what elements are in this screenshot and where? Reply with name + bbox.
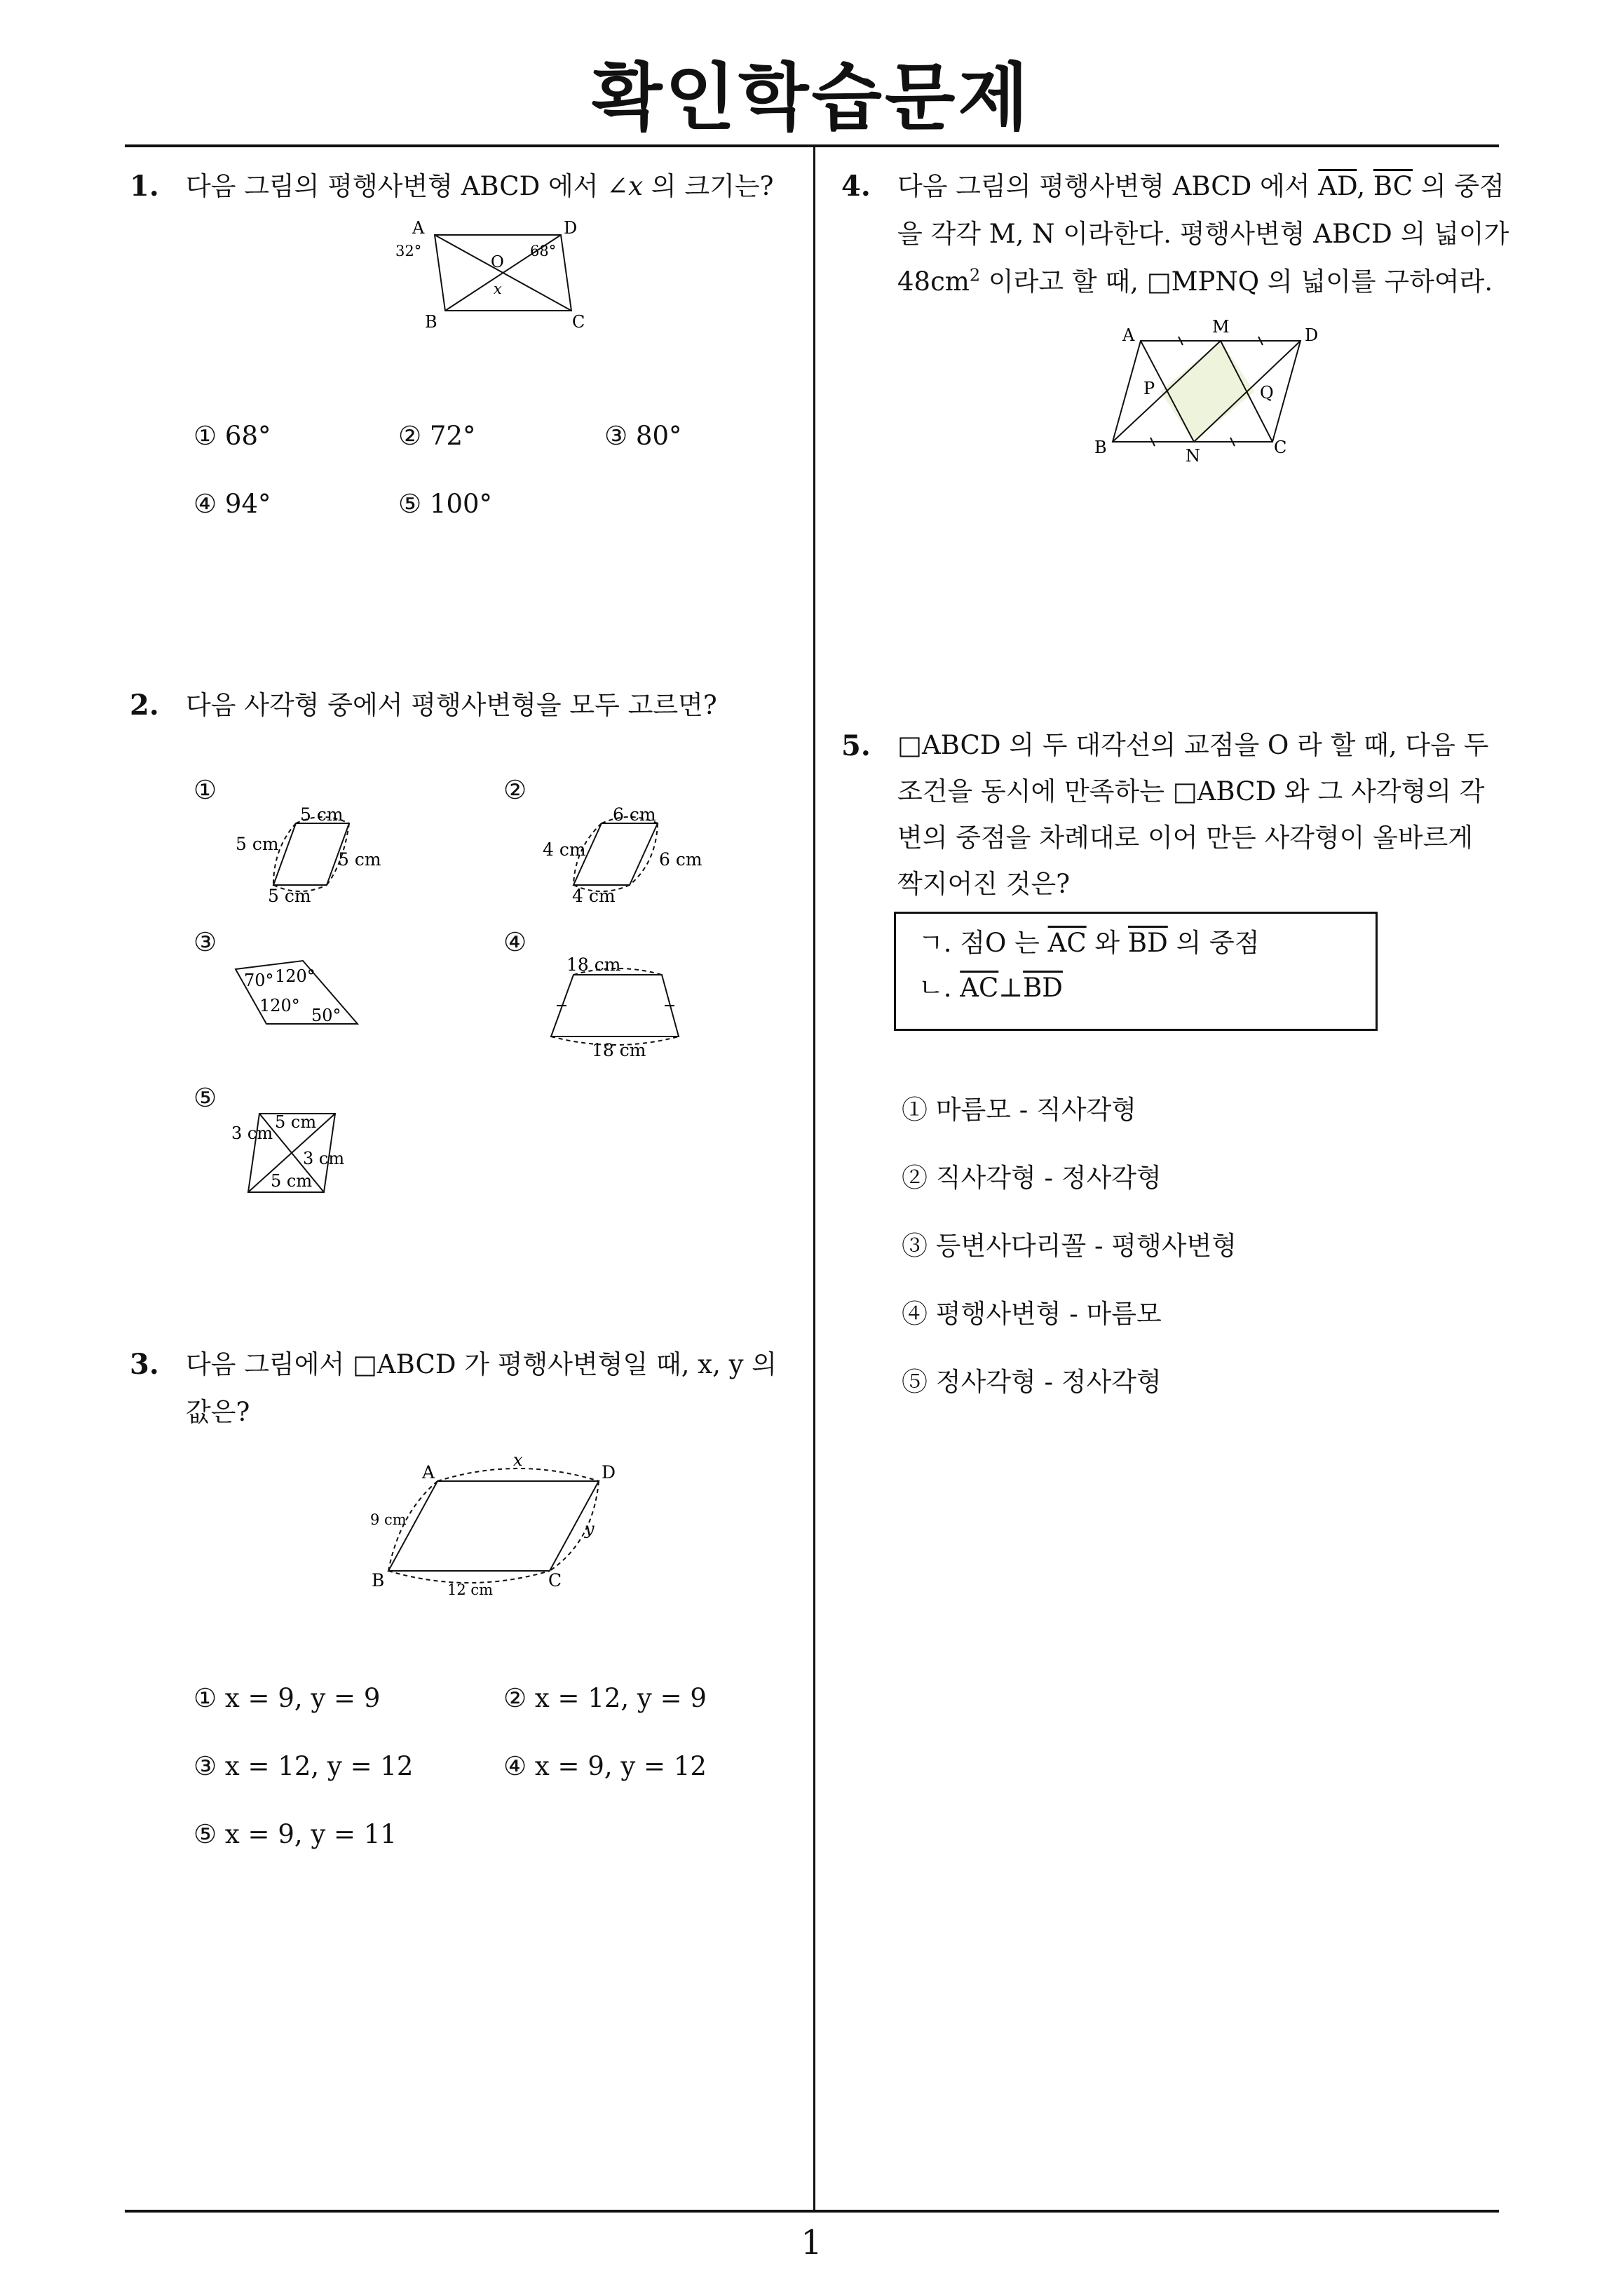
q3-parallelogram-figure xyxy=(365,1450,631,1612)
side-top-label: 5 cm xyxy=(300,804,344,825)
vertex-d-label: D xyxy=(564,218,578,238)
q2-figure-5-diagonals xyxy=(231,1102,351,1201)
angle-68-label: 68° xyxy=(530,243,557,259)
question-text: 다음 그림의 평행사변형 ABCD 에서 $\overline{AD}$, $\overline{BC}$ 의 중점 을 각각 M, N 이라한다. 평행사변형 ABCD 의 넓이가 $48cm^2$ 이라고 할 때, □MPNQ 의 넓이를 구하여라. xyxy=(897,171,1509,297)
page-number: 1 xyxy=(801,2223,822,2262)
side-left-label: 5 cm xyxy=(236,834,279,854)
vertex-c-label: C xyxy=(548,1570,562,1591)
q5-choice-2[interactable]: ② 직사각형 - 정사각형 xyxy=(902,1163,1162,1193)
side-bottom-label: 5 cm xyxy=(268,886,311,906)
point-q-label: Q xyxy=(1260,383,1274,403)
q5-choice-5[interactable]: ⑤ 정사각형 - 정사각형 xyxy=(902,1367,1162,1397)
vertex-c-label: C xyxy=(572,312,585,332)
q1-parallelogram-figure xyxy=(393,218,603,333)
segment-a-label: 5 cm xyxy=(275,1112,317,1132)
side-left-label: 9 cm xyxy=(370,1511,407,1528)
angle-120-top-label: 120° xyxy=(275,966,315,986)
side-bottom-label: 12 cm xyxy=(447,1581,494,1598)
q1-choice-4[interactable]: ④ 94° xyxy=(193,489,271,519)
side-right-label: 6 cm xyxy=(659,849,702,870)
conditions-box xyxy=(894,912,1378,1031)
condition-1: ㄱ. 점O 는 $\overline{AC}$ 와 $\overline{BD}$ 의 중점 xyxy=(918,928,1260,958)
segment-c-label: 3 cm xyxy=(303,1149,345,1168)
q1-choice-2[interactable]: ② 72° xyxy=(398,421,476,451)
angle-50-label: 50° xyxy=(311,1006,341,1025)
side-bottom-label: 18 cm xyxy=(592,1040,646,1060)
condition-2: ㄴ. $\overline{AC}\perp\overline{BD}$ xyxy=(918,973,1063,1003)
q2-figure-2-parallelogram xyxy=(538,806,714,905)
bottom-rule xyxy=(125,2210,1499,2213)
question-text: 다음 그림에서 □ABCD 가 평행사변형일 때, x, y 의 값은? xyxy=(186,1349,777,1427)
question-text: 다음 그림의 평행사변형 ABCD 에서 ∠x 의 크기는? xyxy=(186,171,774,201)
vertex-a-label: A xyxy=(412,218,425,238)
q2-figure-3-quadrilateral xyxy=(224,947,379,1038)
q2-figure-1-rhombus xyxy=(231,806,393,905)
vertex-b-label: B xyxy=(425,312,437,332)
question-text: □ABCD 의 두 대각선의 교점을 O 라 할 때, 다음 두 조건을 동시에 만족하는 □ABCD 와 그 사각형의 각 변의 중점을 차례대로 이어 만든 사각형이 올바르게 짝지어진 것은? xyxy=(897,730,1489,899)
angle-32-label: 32° xyxy=(395,243,422,259)
q2-choice-4[interactable]: ④ xyxy=(503,927,527,957)
q4-parallelogram-figure xyxy=(1090,316,1322,470)
question-text: 다음 사각형 중에서 평행사변형을 모두 고르면? xyxy=(186,690,717,720)
side-top-label: 6 cm xyxy=(613,804,656,825)
q5-choice-1[interactable]: ① 마름모 - 직사각형 xyxy=(902,1095,1136,1125)
q3-choice-5[interactable]: ⑤ x = 9, y = 11 xyxy=(193,1819,397,1849)
vertex-b-label: B xyxy=(1094,438,1107,457)
mpnq-shaded-region xyxy=(1160,341,1254,442)
q3-choice-2[interactable]: ② x = 12, y = 9 xyxy=(503,1683,707,1713)
segment-b-label: 3 cm xyxy=(231,1123,273,1143)
question-number: 1. xyxy=(130,170,159,203)
q2-choice-5[interactable]: ⑤ xyxy=(193,1083,217,1113)
angle-120-bottom-label: 120° xyxy=(259,996,300,1015)
midpoint-m-label: M xyxy=(1212,317,1230,337)
column-divider xyxy=(813,144,815,2210)
question-number: 2. xyxy=(130,689,159,722)
question-number: 3. xyxy=(130,1348,159,1381)
q5-choice-3[interactable]: ③ 등변사다리꼴 - 평행사변형 xyxy=(902,1231,1237,1261)
q2-choice-3[interactable]: ③ xyxy=(193,927,217,957)
q3-choice-1[interactable]: ① x = 9, y = 9 xyxy=(193,1683,381,1713)
q1-choice-5[interactable]: ⑤ 100° xyxy=(398,489,493,519)
question-number: 4. xyxy=(841,170,871,203)
side-left-label: 4 cm xyxy=(543,839,586,860)
q1-choice-3[interactable]: ③ 80° xyxy=(604,421,682,451)
q5-choice-4[interactable]: ④ 평행사변형 - 마름모 xyxy=(902,1299,1162,1329)
side-top-label: 18 cm xyxy=(566,954,621,975)
q1-choice-1[interactable]: ① 68° xyxy=(193,421,271,451)
segment-d-label: 5 cm xyxy=(271,1171,313,1191)
vertex-a-label: A xyxy=(422,1462,435,1483)
side-x-label: x xyxy=(513,1450,523,1470)
q3-choice-3[interactable]: ③ x = 12, y = 12 xyxy=(193,1751,414,1781)
vertex-b-label: B xyxy=(372,1570,385,1591)
point-p-label: P xyxy=(1143,379,1155,398)
center-o-label: O xyxy=(491,253,504,271)
q2-choice-2[interactable]: ② xyxy=(503,775,527,805)
question-number: 5. xyxy=(841,729,871,762)
vertex-d-label: D xyxy=(1305,325,1319,345)
top-rule xyxy=(125,144,1499,147)
page-title: 확인학습문제 xyxy=(592,55,1031,140)
vertex-c-label: C xyxy=(1274,438,1287,457)
vertex-d-label: D xyxy=(602,1462,616,1483)
side-right-label: 5 cm xyxy=(338,849,381,870)
vertex-a-label: A xyxy=(1122,325,1135,345)
q2-choice-1[interactable]: ① xyxy=(193,775,217,805)
side-y-label: y xyxy=(585,1519,595,1539)
angle-x-label: x xyxy=(494,281,502,297)
q3-choice-4[interactable]: ④ x = 9, y = 12 xyxy=(503,1751,707,1781)
angle-70-label: 70° xyxy=(244,971,274,990)
midpoint-n-label: N xyxy=(1186,446,1200,466)
q2-figure-4-parallelogram xyxy=(538,954,693,1059)
side-bottom-label: 4 cm xyxy=(572,886,616,906)
